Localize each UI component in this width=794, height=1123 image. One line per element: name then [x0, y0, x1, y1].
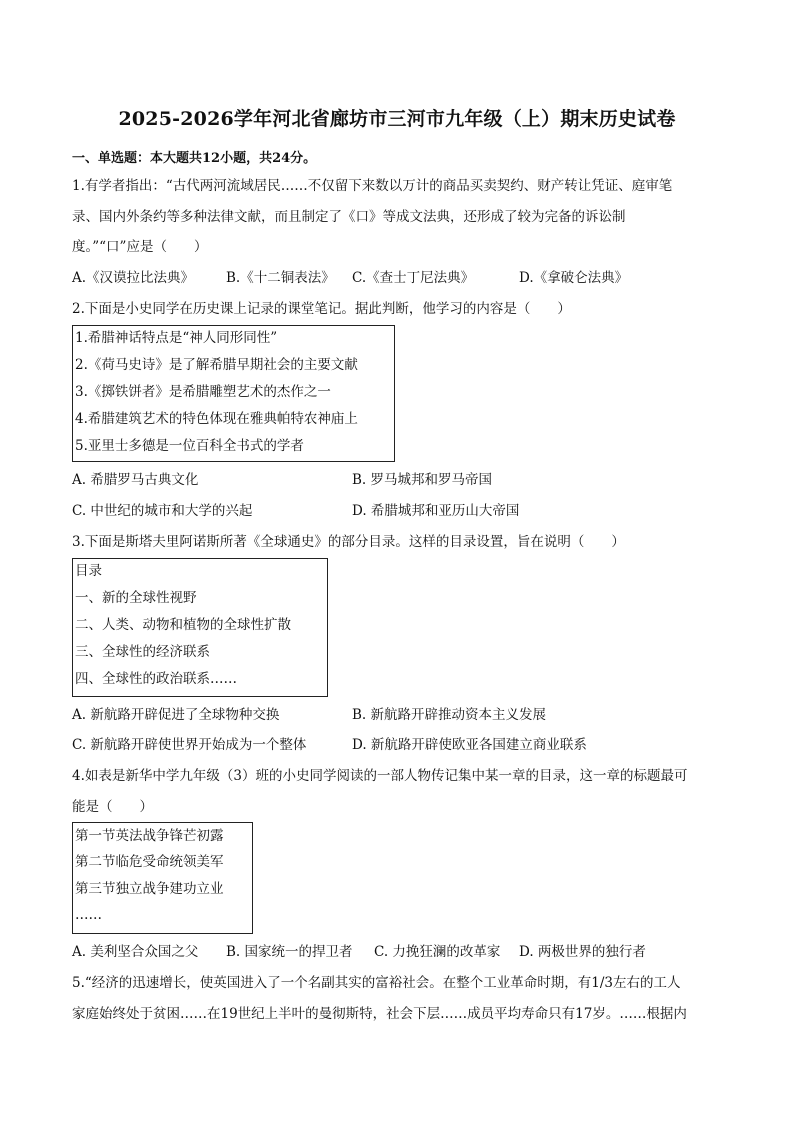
- q1-option-b[interactable]: B.《十二铜表法》: [226, 270, 335, 286]
- q4-option-d[interactable]: D. 两极世界的独行者: [519, 944, 646, 960]
- q2-note-4: 4.希腊建筑艺术的特色体现在雅典帕特农神庙上: [75, 411, 358, 427]
- q3-option-d[interactable]: D. 新航路开辟使欧亚各国建立商业联系: [352, 737, 587, 753]
- q2-notes-box: [72, 325, 395, 462]
- q2-option-b[interactable]: B. 罗马城邦和罗马帝国: [352, 472, 493, 488]
- q4-line-2: 能是（ ）: [72, 799, 153, 815]
- q2-stem: 2.下面是小史同学在历史课上记录的课堂笔记。据此判断，他学习的内容是（ ）: [72, 301, 571, 317]
- q1-line-3: 度。”“口”应是（ ）: [72, 239, 208, 255]
- q4-chapter-1: 第一节英法战争锋芒初露: [75, 828, 224, 844]
- q3-contents-2: 一、新的全球性视野: [75, 590, 197, 606]
- q4-option-a[interactable]: A. 美利坚合众国之父: [72, 944, 199, 960]
- q1-option-c[interactable]: C.《查士丁尼法典》: [352, 270, 475, 286]
- q5-line-2: 家庭始终处于贫困……在19世纪上半叶的曼彻斯特，社会下层……成员平均寿命只有17岁。……根据内: [72, 1006, 687, 1022]
- q4-option-c[interactable]: C. 力挽狂澜的改革家: [374, 944, 501, 960]
- q5-line-1: 5.“经济的迅速增长，使英国进入了一个名副其实的富裕社会。在整个工业革命时期，有1/3左右的工人: [72, 975, 681, 991]
- q1-line-2: 录、国内外条约等多种法律文献，而且制定了《口》等成文法典，还形成了较为完备的诉讼制: [72, 209, 626, 225]
- q3-contents-4: 三、全球性的经济联系: [75, 644, 210, 660]
- q2-option-c[interactable]: C. 中世纪的城市和大学的兴起: [72, 503, 253, 519]
- q3-contents-3: 二、人类、动物和植物的全球性扩散: [75, 617, 291, 633]
- q4-option-b[interactable]: B. 国家统一的捍卫者: [226, 944, 353, 960]
- q3-stem: 3.下面是斯塔夫里阿诺斯所著《全球通史》的部分目录。这样的目录设置，旨在说明（ ）: [72, 534, 625, 550]
- q3-option-c[interactable]: C. 新航路开辟使世界开始成为一个整体: [72, 737, 307, 753]
- q3-contents-1: 目录: [75, 563, 102, 579]
- q3-contents-5: 四、全球性的政治联系……: [75, 671, 237, 687]
- q4-chapter-2: 第二节临危受命统领美军: [75, 854, 224, 870]
- q3-option-b[interactable]: B. 新航路开辟推动资本主义发展: [352, 707, 547, 723]
- q4-chapter-3: 第三节独立战争建功立业: [75, 881, 224, 897]
- q2-note-5: 5.亚里士多德是一位百科全书式的学者: [75, 438, 304, 454]
- page-title: 2025-2026学年河北省廊坊市三河市九年级（上）期末历史试卷: [118, 108, 676, 130]
- q1-option-d[interactable]: D.《拿破仑法典》: [519, 270, 629, 286]
- q2-note-1: 1.希腊神话特点是“神人同形同性”: [75, 330, 278, 346]
- q4-line-1: 4.如表是新华中学九年级（3）班的小史同学阅读的一部人物传记集中某一章的目录，这一章的标题最可: [72, 768, 688, 784]
- q2-note-3: 3.《掷铁饼者》是希腊雕塑艺术的杰作之一: [75, 384, 331, 400]
- q1-line-1: 1.有学者指出：“古代两河流域居民……不仅留下来数以万计的商品买卖契约、财产转让凭证、庭审笔: [72, 178, 673, 194]
- q2-note-2: 2.《荷马史诗》是了解希腊早期社会的主要文献: [75, 357, 358, 373]
- q3-contents-box: [72, 558, 328, 697]
- q4-chapter-box: [72, 822, 253, 934]
- q3-option-a[interactable]: A. 新航路开辟促进了全球物种交换: [72, 707, 280, 723]
- section-heading: 一、单选题：本大题共12小题，共24分。: [72, 151, 317, 166]
- q2-option-a[interactable]: A. 希腊罗马古典文化: [72, 472, 199, 488]
- q1-option-a[interactable]: A.《汉谟拉比法典》: [72, 270, 195, 286]
- q2-option-d[interactable]: D. 希腊城邦和亚历山大帝国: [352, 503, 520, 519]
- q4-chapter-4: ……: [75, 907, 102, 923]
